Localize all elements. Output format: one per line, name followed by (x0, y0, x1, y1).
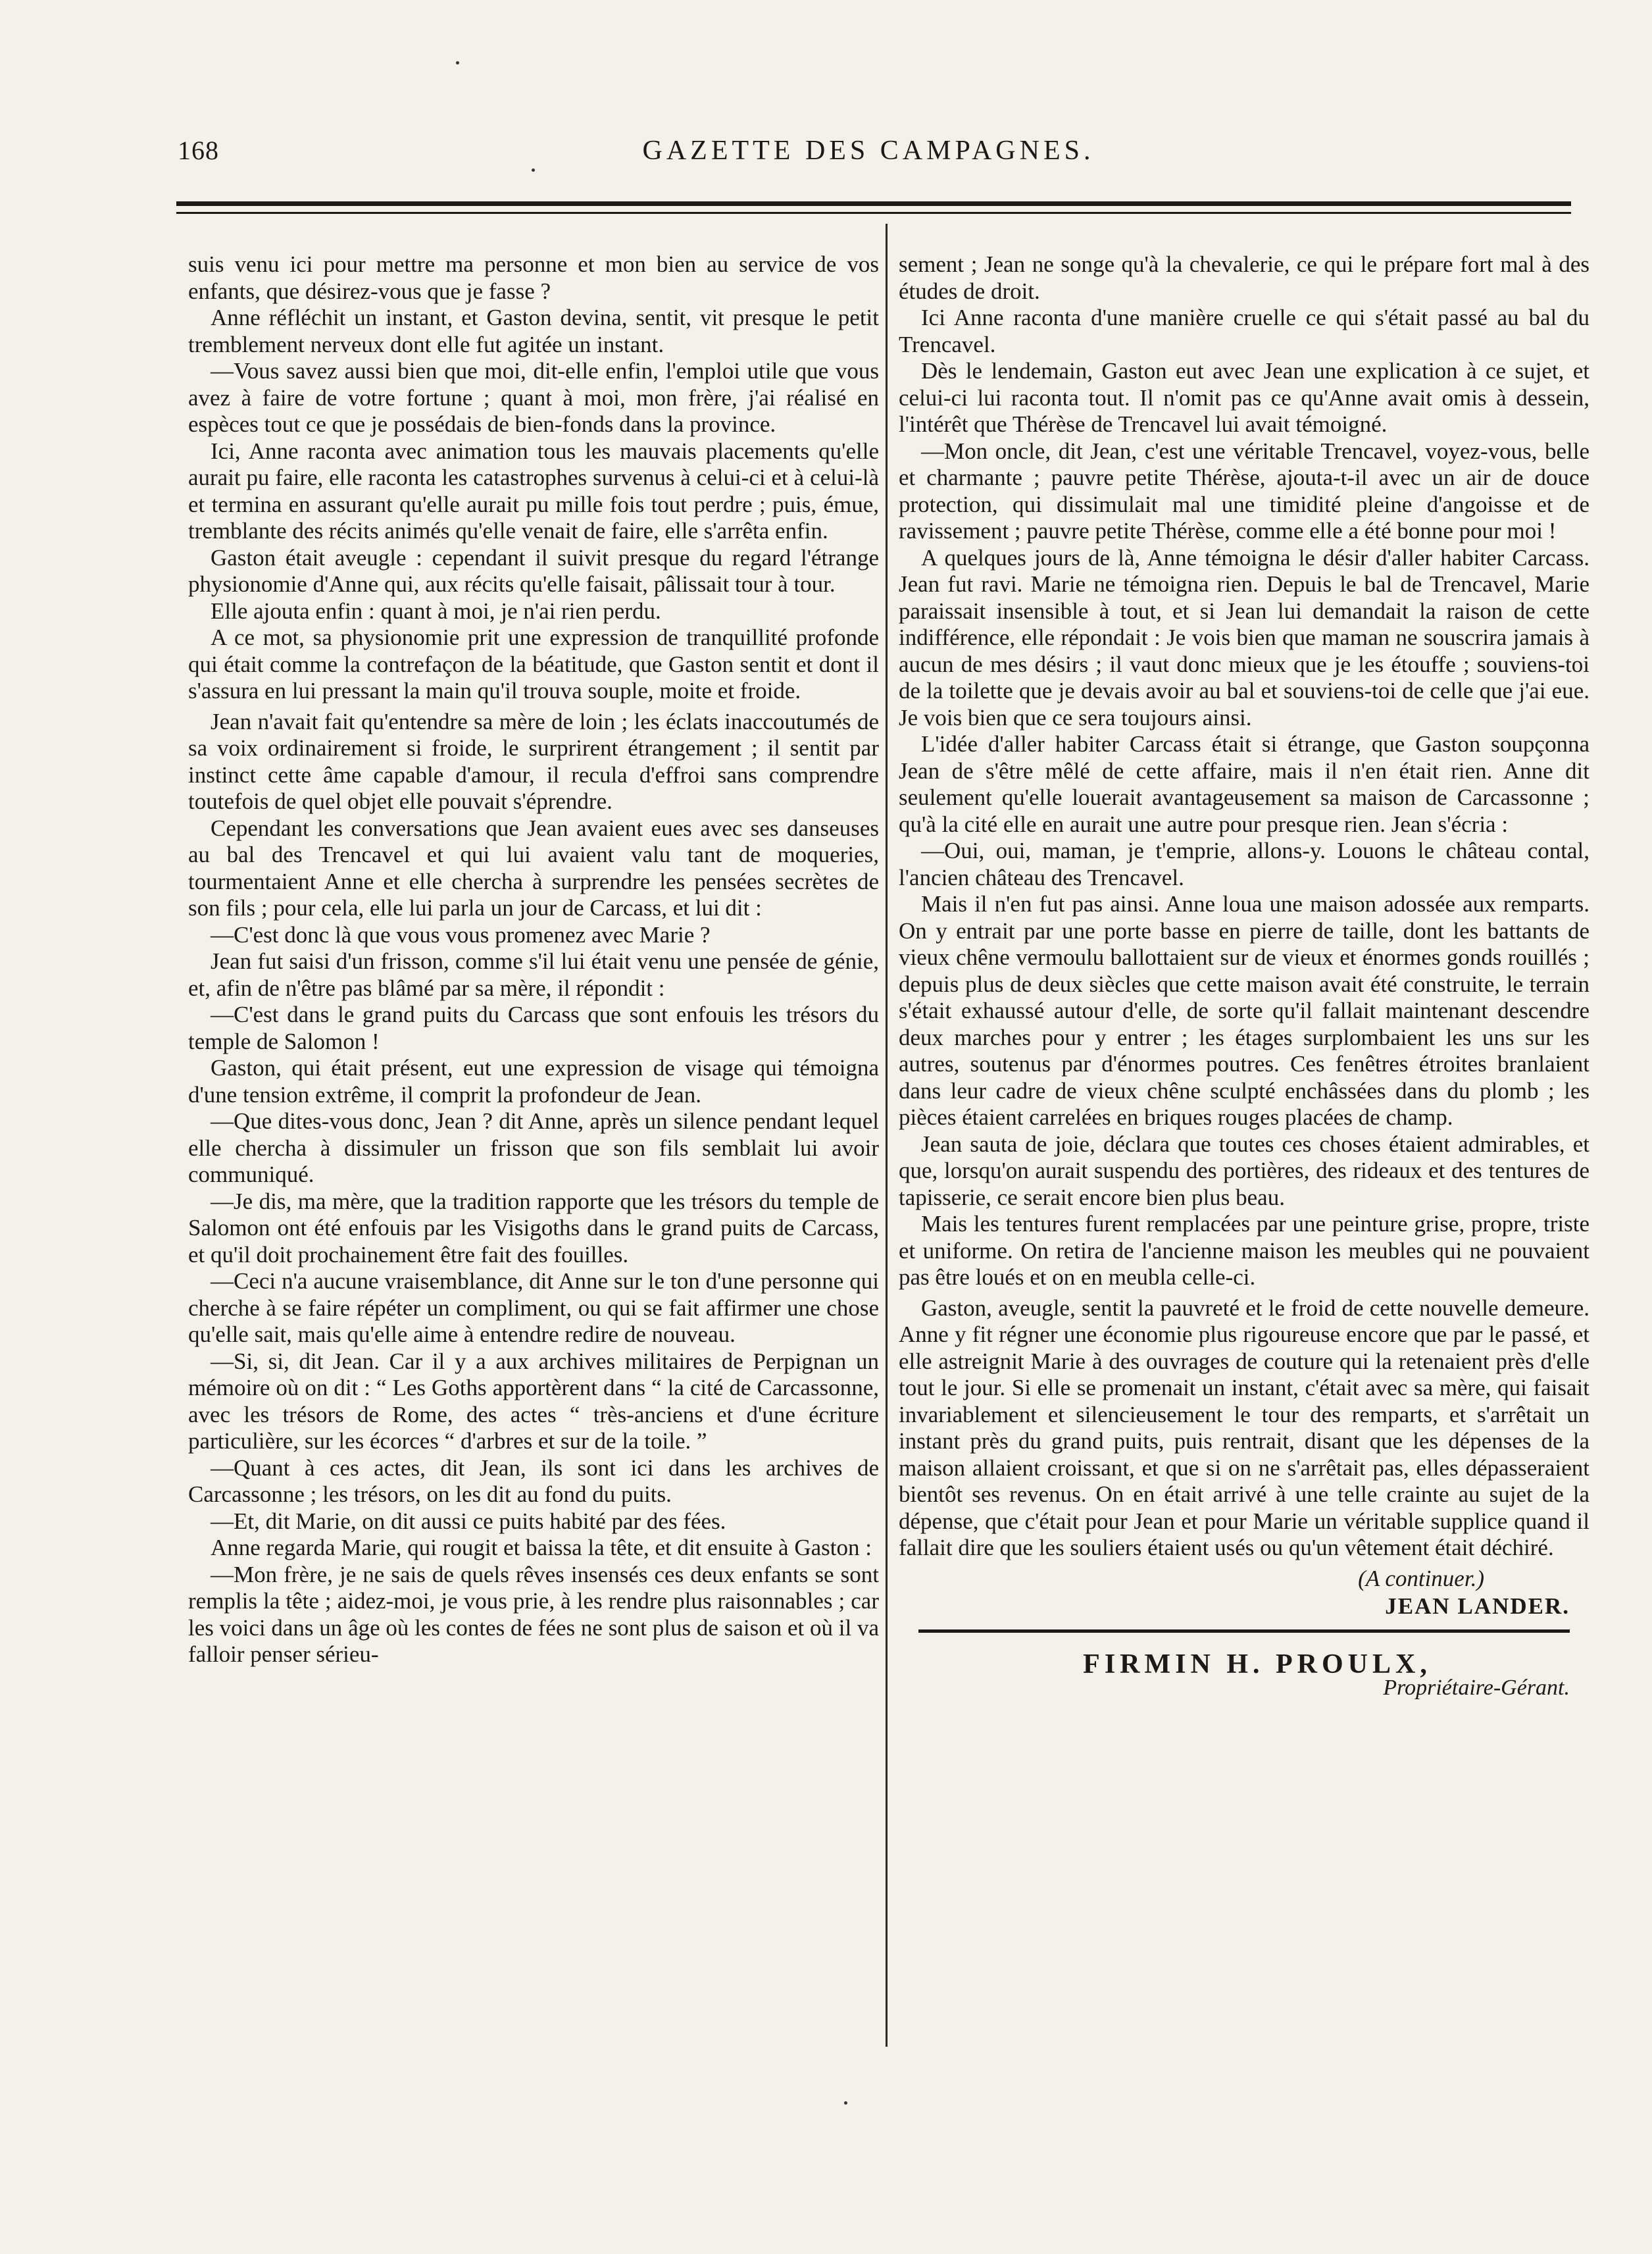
paragraph: —Ceci n'a aucune vraisemblance, dit Anne sur le ton d'une personne qui cherche à se faire répéter un compliment, ou qui se fait affirmer une chose qu'elle sait, mais qu'elle aime à entendre redire de nouveau. (188, 1268, 879, 1347)
paragraph: sement ; Jean ne songe qu'à la chevalerie, ce qui le prépare fort mal à des études de droit. (899, 251, 1589, 304)
paragraph: Elle ajouta enfin : quant à moi, je n'ai rien perdu. (211, 598, 661, 624)
page-number: 168 (178, 136, 219, 165)
paragraph: A quelques jours de là, Anne témoigna le désir d'aller habiter Carcass. Jean fut ravi. Marie ne témoigna rien. Depuis le bal de Trencavel, Marie paraissait insensible à tout, et si Jean lui demandait la raison de cette indifférence, elle répondait : Je vois bien que maman ne souscrira jamais à aucun de mes désirs ; il vaut donc mieux que je les étouffe ; souviens-toi de la toilette que je devais avoir au bal et souviens-toi de celle que j'ai eue. Je vois bien que ce sera toujours ainsi. (899, 544, 1589, 730)
continue-note: (A continuer.) (1358, 1565, 1484, 1591)
column-divider (886, 224, 888, 2047)
paragraph: suis venu ici pour mettre ma personne et mon bien au service de vos enfants, que désirez-vous que je fasse ? (188, 251, 879, 304)
paragraph: Anne réfléchit un instant, et Gaston devina, sentit, vit presque le petit tremblement nerveux dont elle fut agitée un instant. (188, 305, 879, 357)
paragraph: —Oui, oui, maman, je t'emprie, allons-y. Louons le château contal, l'ancien château des Trencavel. (899, 838, 1589, 890)
paragraph: A ce mot, sa physionomie prit une expression de tranquillité profonde qui était comme la contrefaçon de la béatitude, que Gaston sentit et dont il s'assura en lui pressant la main qu'il trouva souple, moite et froide. (188, 625, 879, 704)
paragraph: Dès le lendemain, Gaston eut avec Jean une explication à ce sujet, et celui-ci lui raconta tout. Il n'omit pas ce qu'Anne avait omis à dessein, l'intérêt que Thérèse de Trencavel lui avait témoigné. (899, 358, 1589, 437)
paragraph: Anne regarda Marie, qui rougit et baissa la tête, et dit ensuite à Gaston : (211, 1535, 872, 1560)
paragraph: —Mon oncle, dit Jean, c'est une véritable Trencavel, voyez-vous, belle et charmante ; pauvre petite Thérèse, ajouta-t-il avec un air de douce protection, qui dissimulait mal une timidité pleine d'angoisse et de ravissement ; pauvre petite Thérèse, comme elle a été bonne pour moi ! (899, 438, 1589, 544)
paragraph: —Que dites-vous donc, Jean ? dit Anne, après un silence pendant lequel elle chercha à dissimuler un frisson que son fils semblait lui avoir communiqué. (188, 1108, 879, 1187)
owner-title: Propriétaire-Gérant. (1383, 1676, 1570, 1700)
paragraph: Mais les tentures furent remplacées par une peinture grise, propre, triste et uniforme. On retira de l'ancienne maison les meubles qui ne pouvaient pas être loués et on en meubla celle-ci. (899, 1211, 1589, 1290)
header-rule-thin (176, 212, 1571, 214)
paragraph: Gaston, qui était présent, eut une expression de visage qui témoigna d'une tension extrême, il comprit la profondeur de Jean. (188, 1055, 879, 1108)
paragraph: Gaston, aveugle, sentit la pauvreté et le froid de cette nouvelle demeure. Anne y fit régner une économie plus rigoureuse encore que par le passé, et elle astreignit Marie à des ouvrages de couture qui la retenaient près d'elle tout le jour. Si elle se promenait un instant, c'était avec sa mère, qui faisait invariablement et silencieusement le tour des remparts, et s'arrêtait un instant près du grand puits, puis rentrait, disant que les dépenses de la maison allaient croissant, et que si on ne s'arrêtait pas, elles dépasseraient bientôt ses revenus. On en était arrivé à une telle crainte au sujet de la dépense, que c'était pour Jean et pour Marie un véritable supplice quand il fallait dire que les souliers étaient usés ou qu'un vêtement était déchiré. (899, 1294, 1589, 1560)
header-rule-thick (176, 201, 1571, 206)
paragraph: Jean sauta de joie, déclara que toutes ces choses étaient admirables, et que, lorsqu'on aurait suspendu des portières, des rideaux et des tentures de tapisserie, ce serait encore bien plus beau. (899, 1131, 1589, 1210)
paragraph: —Vous savez aussi bien que moi, dit-elle enfin, l'emploi utile que vous avez à faire de votre fortune ; quant à moi, mon frère, j'ai réalisé en espèces tout ce que je possédais de bien-fonds dans la province. (188, 358, 879, 437)
left-column (188, 251, 879, 1668)
paragraph: Cependant les conversations que Jean avaient eues avec ses danseuses au bal des Trencavel et qui lui avaient valu tant de moqueries, tourmentaient Anne et elle chercha à surprendre les pensées secrètes de son fils ; pour cela, elle lui parla un jour de Carcass, et lui dit : (188, 815, 879, 921)
paragraph: L'idée d'aller habiter Carcass était si étrange, que Gaston soupçonna Jean de s'être mêlé de cette affaire, mais il n'en était rien. Anne dit seulement qu'elle louerait avantageusement sa maison de Carcassonne ; qu'à la cité elle en aurait une autre pour presque rien. Jean s'écria : (899, 731, 1589, 837)
paragraph: Jean n'avait fait qu'entendre sa mère de loin ; les éclats inaccoutumés de sa voix ordinairement si froide, le surprirent étrangement ; il sentit par instinct cette âme capable d'amour, il recula d'effroi sans comprendre toutefois de quel objet elle pouvait s'éprendre. (188, 708, 879, 814)
paragraph: —Mon frère, je ne sais de quels rêves insensés ces deux enfants se sont remplis la tête ; aidez-moi, je vous prie, à les rendre plus raisonnables ; car les voici dans un âge où les contes de fées ne sont plus de saison et où il va falloir penser sérieu- (188, 1561, 879, 1667)
right-column (899, 251, 1589, 1702)
paragraph: Gaston était aveugle : cependant il suivit presque du regard l'étrange physionomie d'Anne qui, aux récits qu'elle faisait, pâlissait tour à tour. (188, 544, 879, 597)
paragraph: Mais il n'en fut pas ainsi. Anne loua une maison adossée aux remparts. On y entrait par une porte basse en pierre de taille, dont les battants de vieux chêne vermoulu ballottaient sur de vieux et énormes gonds rouillés ; depuis plus de deux siècles que cette maison avait été construite, le terrain s'était exhaussé autour d'elle, de sorte qu'il fallait maintenant descendre deux marches pour y entrer ; les étages surplombaient les uns sur les autres, soutenus par d'énormes poutres. Ces fenêtres étroites branlaient dans leur cadre de vieux chêne sculpté enchâssées dans du plomb ; les pièces étaient carrelées en briques rouges placées de champ. (899, 891, 1589, 1130)
paragraph: —Quant à ces actes, dit Jean, ils sont ici dans les archives de Carcassonne ; les trésors, on les dit au fond du puits. (188, 1454, 879, 1507)
owner-name: FIRMIN H. PROULX, (1083, 1649, 1432, 1679)
paragraph: Jean fut saisi d'un frisson, comme s'il lui était venu une pensée de génie, et, afin de n'être pas blâmé par sa mère, il répondit : (188, 948, 879, 1001)
author-signature: JEAN LANDER. (1385, 1593, 1570, 1619)
paragraph: —C'est dans le grand puits du Carcass que sont enfouis les trésors du temple de Salomon ! (188, 1002, 879, 1054)
paragraph: —Si, si, dit Jean. Car il y a aux archives militaires de Perpignan un mémoire où on dit : “ Les Goths apportèrent dans “ la cité de Carcassonne, avec les trésors de Rome, des actes “ très-anciens et d'une écriture particulière, sur les écorces “ d'arbres et sur de la toile. ” (188, 1348, 879, 1454)
paragraph: Ici Anne raconta d'une manière cruelle ce qui s'était passé au bal du Trencavel. (899, 305, 1589, 357)
journal-title: GAZETTE DES CAMPAGNES. (642, 136, 1095, 166)
paragraph: —C'est donc là que vous vous promenez avec Marie ? (211, 921, 711, 948)
end-rule (918, 1629, 1570, 1633)
print-speck (456, 61, 459, 64)
paragraph: Ici, Anne raconta avec animation tous les mauvais placements qu'elle aurait pu faire, elle raconta les catastrophes survenus à celui-ci et à celui-là et termina en assurant qu'elle aurait pu mille fois tout perdre ; puis, émue, tremblante des récits animés qu'elle venait de faire, elle s'arrêta enfin. (188, 438, 879, 544)
page-header (178, 135, 1559, 181)
paragraph: —Je dis, ma mère, que la tradition rapporte que les trésors du temple de Salomon ont été enfouis par les Visigoths dans le grand puits de Carcass, et qu'il doit prochainement être fait des fouilles. (188, 1188, 879, 1268)
print-speck (844, 2101, 847, 2105)
paragraph: —Et, dit Marie, on dit aussi ce puits habité par des fées. (211, 1508, 726, 1534)
